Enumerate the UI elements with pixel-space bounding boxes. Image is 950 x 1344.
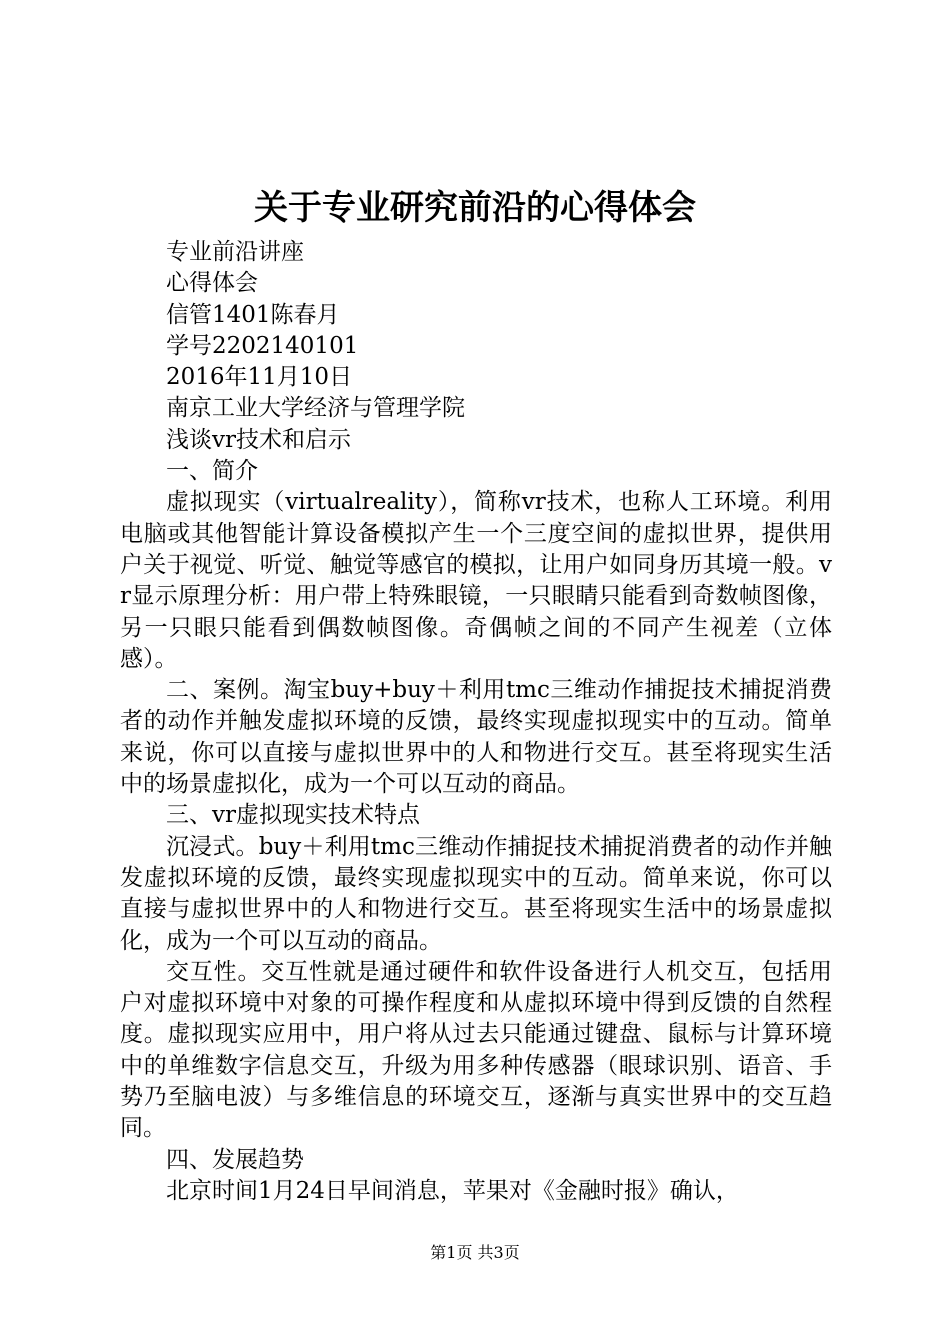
paragraph-subtitle: 浅谈vr技术和启示 (166, 426, 351, 453)
paragraph-school: 南京工业大学经济与管理学院 (166, 395, 465, 422)
section-heading-trends: 四、发展趋势 (166, 1146, 304, 1173)
paragraph-trends: 北京时间1月24日早间消息，苹果对《金融时报》确认， (166, 1177, 739, 1204)
paragraph-interaction: 交互性。交互性就是通过硬件和软件设备进行人机交互，包括用户对虚拟环境中对象的可操作程度和从虚拟环境中得到反馈的自然程度。虚拟现实应用中，用户将从过去只能通过键盘、鼠标与计算环境中的单维数字信息交互，升级为用多种传感器（眼球识别、语音、手势乃至脑电波）与多维信息的环境交互，逐渐与真实世界中的交互趋同。 (120, 958, 832, 1142)
paragraph-case: 二、案例。淘宝buy+buy＋利用tmc三维动作捕捉技术捕捉消费者的动作并触发虚拟环境的反馈，最终实现虚拟现实中的互动。简单来说，你可以直接与虚拟世界中的人和物进行交互。甚至将现实生活中的场景虚拟化，成为一个可以互动的商品。 (120, 677, 832, 798)
paragraph-class-name: 信管1401陈春月 (166, 301, 340, 328)
section-heading-features: 三、vr虚拟现实技术特点 (166, 802, 420, 829)
paragraph-report-type: 心得体会 (166, 270, 258, 297)
paragraph-date: 2016年11月10日 (166, 364, 353, 391)
page-footer: 第1页 共3页 (430, 1243, 520, 1262)
section-heading-intro: 一、简介 (166, 458, 258, 485)
paragraph-immersion: 沉浸式。buy＋利用tmc三维动作捕捉技术捕捉消费者的动作并触发虚拟环境的反馈，最终实现虚拟现实中的互动。简单来说，你可以直接与虚拟世界中的人和物进行交互。甚至将现实生活中的场景虚拟化，成为一个可以互动的商品。 (120, 833, 832, 954)
document-body (120, 237, 832, 1207)
document-title: 关于专业研究前沿的心得体会 (254, 188, 696, 228)
paragraph-lecture: 专业前沿讲座 (166, 239, 304, 265)
paragraph-student-id: 学号2202140101 (166, 332, 359, 359)
paragraph-intro: 虚拟现实（virtualreality），简称vr技术，也称人工环境。利用电脑或其他智能计算设备模拟产生一个三度空间的虚拟世界，提供用户关于视觉、听觉、触觉等感官的模拟，让用户如同身历其境一般。vr显示原理分析：用户带上特殊眼镜，一只眼睛只能看到奇数帧图像，另一只眼只能看到偶数帧图像。奇偶帧之间的不同产生视差（立体感）。 (120, 489, 832, 672)
